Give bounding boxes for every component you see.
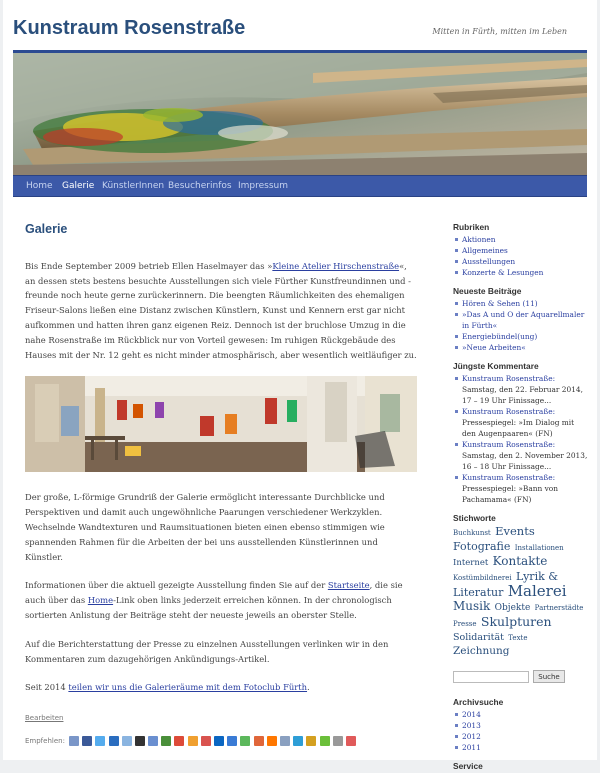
comment-item xyxy=(453,472,588,505)
comment-item xyxy=(453,406,588,439)
tag-link[interactable]: Lyrik & xyxy=(515,570,559,583)
tag-link[interactable]: Presse xyxy=(453,620,477,628)
archive-year-link[interactable]: 2014 xyxy=(453,709,588,720)
share-service-icon[interactable] xyxy=(293,736,303,746)
share-bar xyxy=(25,736,359,746)
floorplan-paragraph: Der große, L-förmige Grundriß der Galerie ermöglicht interessante Durchblicke und Perspektiven und damit auch ungewöhnliche Paarungen verschiedener Werkzyklen. Wechselnde Wandtexturen und Raumsituationen bieten einen ebenso stimmigen wie spannenden Rahmen für die Arbeiten der bei uns ausstellenden Künstlerinnen und Künstler. xyxy=(25,492,385,562)
share-service-icon[interactable] xyxy=(109,736,119,746)
archiv-list xyxy=(453,709,588,753)
share-icons xyxy=(69,736,359,746)
link-kleine-atelier[interactable]: Kleine Atelier Hirschenstraße xyxy=(272,260,400,271)
tag-link[interactable]: Literatur xyxy=(453,586,504,599)
edit-link[interactable]: Bearbeiten xyxy=(25,714,64,723)
share-service-icon[interactable] xyxy=(148,736,158,746)
share-service-icon[interactable] xyxy=(306,736,316,746)
tag-link[interactable]: Events xyxy=(495,524,535,538)
tag-link[interactable]: Musik xyxy=(453,599,491,613)
comment-text[interactable]: Samstag, den 2. November 2013, 16 – 18 Uhr Finissage... xyxy=(462,451,588,471)
share-service-icon[interactable] xyxy=(240,736,250,746)
nav-impressum[interactable]: Impressum xyxy=(238,181,289,191)
share-service-icon[interactable] xyxy=(267,736,277,746)
tag-link[interactable]: Installationen xyxy=(514,544,564,552)
share-service-icon[interactable] xyxy=(320,736,330,746)
nav-besucherinfos[interactable]: Besucherinfos xyxy=(168,181,232,191)
search-button[interactable]: Suche xyxy=(533,670,565,683)
header-banner-image xyxy=(13,53,587,175)
kommentare-heading: Jüngste Kommentare xyxy=(453,361,539,371)
share-service-icon[interactable] xyxy=(254,736,264,746)
category-link[interactable]: Konzerte & Lesungen xyxy=(453,267,588,278)
share-service-icon[interactable] xyxy=(122,736,132,746)
tag-link[interactable]: Buchkunst xyxy=(453,529,491,537)
share-service-icon[interactable] xyxy=(214,736,224,746)
nav-galerie[interactable]: Galerie xyxy=(62,181,95,191)
main-navigation xyxy=(13,175,587,197)
tag-link[interactable]: Fotografie xyxy=(453,540,511,553)
tag-link[interactable]: Internet xyxy=(453,558,489,568)
press-paragraph: Auf die Berichterstattung der Presse zu einzelnen Ausstellungen verlinken wir in den Kommentaren zum dazugehörigen Ankündigungs-Artikel. xyxy=(25,638,389,664)
search-form xyxy=(453,670,588,683)
comment-author[interactable]: Kunstraum Rosenstraße: xyxy=(462,374,556,383)
tag-link[interactable]: Objekte xyxy=(494,603,531,613)
rubriken-list xyxy=(453,234,588,278)
category-link[interactable]: Allgemeines xyxy=(453,245,588,256)
gallery-room-photo xyxy=(25,376,417,472)
info-paragraph: Informationen über die aktuell gezeigte Ausstellung finden Sie auf der Startseite, die sie auch über das Home-Link oben links jederzeit erreichen können. In der chronologisch sortierten Anlistung der Beiträge steht der neueste jeweils an oberster Stelle. xyxy=(25,580,403,620)
share-service-icon[interactable] xyxy=(227,736,237,746)
neueste-heading: Neueste Beiträge xyxy=(453,286,522,296)
share-service-icon[interactable] xyxy=(82,736,92,746)
archive-year-link[interactable]: 2011 xyxy=(453,742,588,753)
share-service-icon[interactable] xyxy=(346,736,356,746)
share-service-icon[interactable] xyxy=(95,736,105,746)
share-service-icon[interactable] xyxy=(161,736,171,746)
recent-post-link[interactable]: Energiebündel(ung) xyxy=(453,331,588,342)
tag-link[interactable]: Partnerstädte xyxy=(534,604,584,612)
comment-text[interactable]: Pressespiegel: »Bann von Pachamama« (FN) xyxy=(462,484,559,504)
neueste-list xyxy=(453,298,588,353)
recent-post-link[interactable]: Hören & Sehen (11) xyxy=(453,298,588,309)
share-service-icon[interactable] xyxy=(280,736,290,746)
comment-author[interactable]: Kunstraum Rosenstraße: xyxy=(462,440,556,449)
main-content xyxy=(25,222,417,726)
tag-link[interactable]: Texte xyxy=(508,634,528,642)
comment-item xyxy=(453,439,588,472)
tag-link[interactable]: Solidarität xyxy=(453,632,504,643)
link-fotoclub[interactable]: teilen wir uns die Galerieräume mit dem Fotoclub Fürth xyxy=(68,682,308,693)
link-startseite[interactable]: Startseite xyxy=(327,580,370,591)
kommentare-list xyxy=(453,373,588,505)
page-title: Galerie xyxy=(25,222,68,236)
tag-link[interactable]: Kostümbildnerei xyxy=(453,574,512,582)
link-home[interactable]: Home xyxy=(87,595,114,606)
page xyxy=(3,0,597,771)
stichworte-heading: Stichworte xyxy=(453,513,496,523)
share-service-icon[interactable] xyxy=(333,736,343,746)
share-service-icon[interactable] xyxy=(201,736,211,746)
intro-paragraph: Bis Ende September 2009 betrieb Ellen Haselmayer das »Kleine Atelier Hirschenstraße«, an dessen stets bestens besuchte Ausstellungen sich viele Fürther Kunstfreundinnen und -freunde noch heute gerne zurückerinnern. Die beengten Räumlichkeiten des ehemaligen Friseur-Salons ließen eine Distanz zwischen Künstlern, Kunst und Kennern erst gar nicht aufkommen und hatten ihren ganz eigenen Reiz. Dennoch ist der bruchlose Umzug in die nahe Rosenstraße im Rückblick nur von Vorteil gewesen: Im ruhigen Rückgebäude des Hauses mit der Nr. 12 geht es nicht minder atmosphärisch, aber wesentlich weitläufiger zu. xyxy=(25,260,417,360)
nav-kuenstlerinnen[interactable]: KünstlerInnen xyxy=(102,181,165,191)
archive-year-link[interactable]: 2012 xyxy=(453,731,588,742)
archive-year-link[interactable]: 2013 xyxy=(453,720,588,731)
recent-post-link[interactable]: »Neue Arbeiten« xyxy=(453,342,588,353)
site-tagline: Mitten in Fürth, mitten im Leben xyxy=(432,27,567,36)
archiv-heading: Archivsuche xyxy=(453,697,504,707)
fotoclub-paragraph: Seit 2014 teilen wir uns die Galerieräume mit dem Fotoclub Fürth. xyxy=(25,682,310,693)
tag-link[interactable]: Skulpturen xyxy=(480,614,552,629)
search-input[interactable] xyxy=(453,671,529,683)
comment-item xyxy=(453,373,588,406)
share-label: Empfehlen: xyxy=(25,737,65,745)
share-service-icon[interactable] xyxy=(188,736,198,746)
share-service-icon[interactable] xyxy=(174,736,184,746)
category-link[interactable]: Aktionen xyxy=(453,234,588,245)
tag-link[interactable]: Zeichnung xyxy=(453,645,510,657)
category-link[interactable]: Ausstellungen xyxy=(453,256,588,267)
comment-author[interactable]: Kunstraum Rosenstraße: xyxy=(462,407,556,416)
share-service-icon[interactable] xyxy=(135,736,145,746)
tag-link[interactable]: Malerei xyxy=(507,582,567,600)
share-service-icon[interactable] xyxy=(69,736,79,746)
nav-home[interactable]: Home xyxy=(26,181,53,191)
service-heading: Service xyxy=(453,761,483,771)
tag-cloud xyxy=(453,525,588,658)
sidebar xyxy=(453,222,588,773)
comment-text[interactable]: Pressespiegel: »Im Dialog mit den Augenpaaren« (FN) xyxy=(462,418,575,438)
paintbrush-photo xyxy=(13,53,587,175)
rubriken-heading: Rubriken xyxy=(453,222,490,232)
site-title[interactable]: Kunstraum Rosenstraße xyxy=(13,17,246,39)
comment-text[interactable]: Samstag, den 22. Februar 2014, 17 – 19 Uhr Finissage... xyxy=(462,385,583,405)
recent-post-link[interactable]: »Das A und O der Aquarellmaler in Fürth« xyxy=(453,309,588,331)
comment-author[interactable]: Kunstraum Rosenstraße: xyxy=(462,473,556,482)
tag-link[interactable]: Kontakte xyxy=(492,554,548,568)
